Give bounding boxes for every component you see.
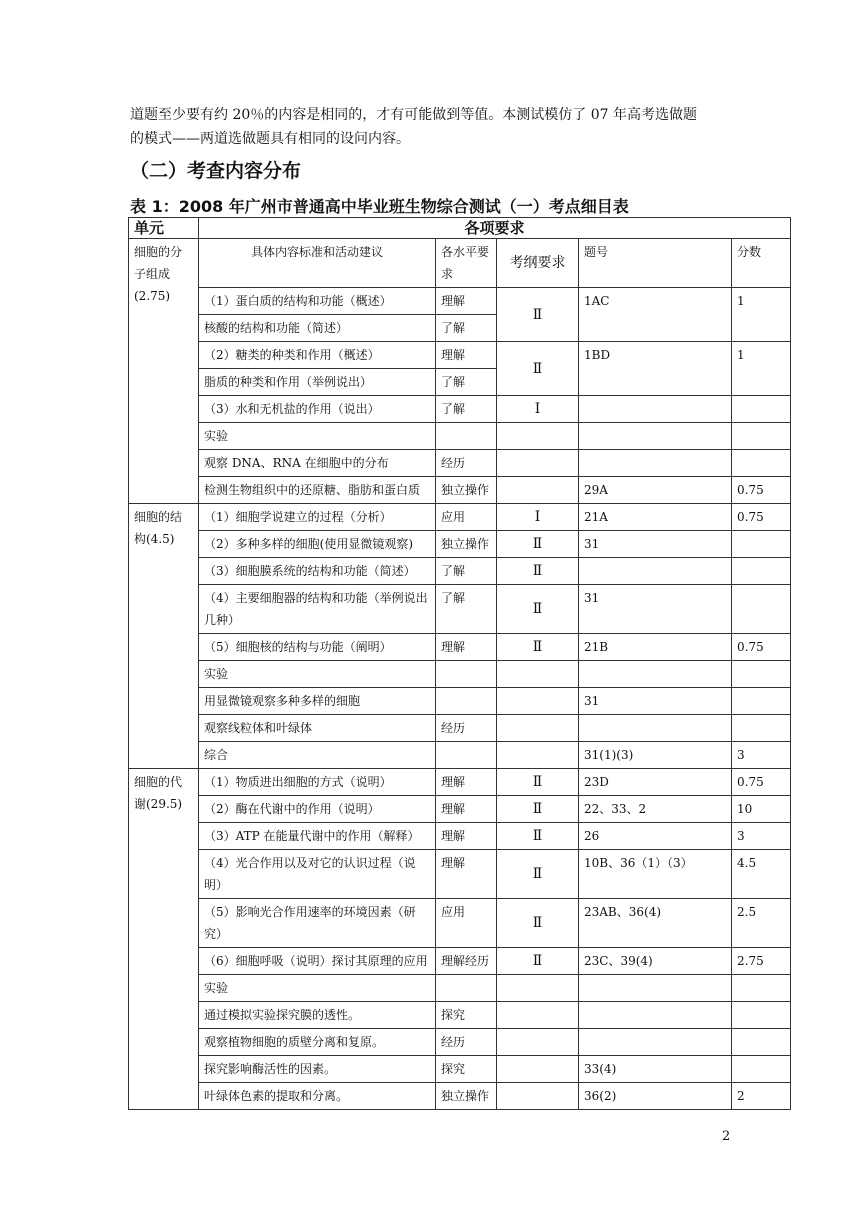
row-question: 22、33、2 — [579, 796, 732, 823]
table-caption: 表 1：2008 年广州市普通高中毕业班生物综合测试（一）考点细目表 — [130, 197, 629, 216]
row-level: 理解经历 — [436, 948, 497, 975]
row-level: 理解 — [436, 288, 497, 315]
row-level — [436, 688, 497, 715]
header-unit: 单元 — [129, 218, 199, 239]
row-level — [436, 975, 497, 1002]
row-score: 2.5 — [732, 899, 791, 948]
table-row — [129, 661, 791, 688]
row-score: 1 — [732, 342, 791, 396]
row-question — [579, 715, 732, 742]
unit-cell — [129, 239, 199, 504]
table-row — [129, 1056, 791, 1083]
row-syllabus — [497, 661, 579, 688]
row-syllabus: Ⅱ — [497, 634, 579, 661]
row-level: 经历 — [436, 1029, 497, 1056]
row-score — [732, 558, 791, 585]
row-question: 31(1)(3) — [579, 742, 732, 769]
table-row — [129, 688, 791, 715]
intro-line-1: 道题至少要有约 20％的内容是相同的，才有可能做到等值。本测试模仿了 07 年高考选做题 — [130, 107, 697, 123]
row-syllabus — [497, 1002, 579, 1029]
row-level — [436, 742, 497, 769]
table-row — [129, 796, 791, 823]
row-score: 0.75 — [732, 634, 791, 661]
row-question: 31 — [579, 531, 732, 558]
table-row — [129, 899, 791, 948]
row-score — [732, 423, 791, 450]
section-title: （二）考查内容分布 — [130, 160, 302, 182]
row-content: （2）糖类的种类和作用（概述） — [199, 342, 436, 369]
row-question: 23C、39(4) — [579, 948, 732, 975]
row-level: 了解 — [436, 369, 497, 396]
row-question — [579, 450, 732, 477]
row-level — [436, 423, 497, 450]
intro-line-2: 的模式——两道选做题具有相同的设问内容。 — [130, 131, 410, 147]
table-row — [129, 823, 791, 850]
row-level: 经历 — [436, 715, 497, 742]
row-syllabus: Ⅱ — [497, 796, 579, 823]
table-row — [129, 742, 791, 769]
row-syllabus — [497, 1056, 579, 1083]
row-level: 理解 — [436, 769, 497, 796]
row-score — [732, 531, 791, 558]
table-row — [129, 423, 791, 450]
row-content: 脂质的种类和作用（举例说出） — [199, 369, 436, 396]
row-syllabus: Ⅰ — [497, 396, 579, 423]
subheader-syllabus: 考纲要求 — [497, 239, 579, 288]
row-content: （4）主要细胞器的结构和功能（举例说出几种） — [199, 585, 436, 634]
row-syllabus — [497, 450, 579, 477]
row-syllabus: Ⅱ — [497, 558, 579, 585]
row-question — [579, 396, 732, 423]
row-question: 1AC — [579, 288, 732, 342]
row-level: 了解 — [436, 558, 497, 585]
row-score — [732, 975, 791, 1002]
table-row — [129, 634, 791, 661]
row-question: 29A — [579, 477, 732, 504]
unit-name: 细胞的代谢(29.5) — [129, 769, 199, 1110]
row-content: （3）水和无机盐的作用（说出） — [199, 396, 436, 423]
exam-points-table — [128, 217, 791, 1110]
row-content: （5）影响光合作用速率的环境因素（研究） — [199, 899, 436, 948]
table-row — [129, 558, 791, 585]
row-question — [579, 661, 732, 688]
row-content: （1）细胞学说建立的过程（分析） — [199, 504, 436, 531]
row-score: 10 — [732, 796, 791, 823]
row-level: 了解 — [436, 315, 497, 342]
row-content: （2）酶在代谢中的作用（说明） — [199, 796, 436, 823]
row-syllabus: Ⅱ — [497, 769, 579, 796]
table-row — [129, 504, 791, 531]
row-score — [732, 450, 791, 477]
row-score: 4.5 — [732, 850, 791, 899]
header-requirements: 各项要求 — [199, 218, 791, 239]
row-score — [732, 1002, 791, 1029]
unit-score-note: (2.75) — [134, 289, 171, 303]
row-question: 21B — [579, 634, 732, 661]
row-syllabus: Ⅱ — [497, 531, 579, 558]
table-row — [129, 715, 791, 742]
table-row — [129, 450, 791, 477]
row-level: 理解 — [436, 634, 497, 661]
row-score: 2.75 — [732, 948, 791, 975]
row-content: 检测生物组织中的还原糖、脂肪和蛋白质 — [199, 477, 436, 504]
row-content: 实验 — [199, 661, 436, 688]
row-syllabus: Ⅱ — [497, 850, 579, 899]
row-score — [732, 396, 791, 423]
row-score — [732, 585, 791, 634]
row-content: （1）物质进出细胞的方式（说明） — [199, 769, 436, 796]
row-score — [732, 661, 791, 688]
table-row — [129, 396, 791, 423]
row-content: （3）ATP 在能量代谢中的作用（解释） — [199, 823, 436, 850]
table-subheader-row — [129, 239, 791, 288]
row-score: 0.75 — [732, 504, 791, 531]
row-score — [732, 715, 791, 742]
row-question: 21A — [579, 504, 732, 531]
row-syllabus — [497, 1029, 579, 1056]
row-score — [732, 1029, 791, 1056]
row-level: 了解 — [436, 396, 497, 423]
row-score: 2 — [732, 1083, 791, 1110]
row-question: 1BD — [579, 342, 732, 396]
row-content: （1）蛋白质的结构和功能（概述） — [199, 288, 436, 315]
row-content: 综合 — [199, 742, 436, 769]
row-syllabus: Ⅱ — [497, 823, 579, 850]
table-row — [129, 769, 791, 796]
row-question: 31 — [579, 688, 732, 715]
table-row — [129, 850, 791, 899]
table-row — [129, 288, 791, 315]
row-question — [579, 1002, 732, 1029]
table-row — [129, 342, 791, 369]
row-score: 0.75 — [732, 769, 791, 796]
row-level: 了解 — [436, 585, 497, 634]
row-level: 应用 — [436, 504, 497, 531]
row-question: 36(2) — [579, 1083, 732, 1110]
row-syllabus: Ⅰ — [497, 504, 579, 531]
row-syllabus — [497, 477, 579, 504]
row-level: 理解 — [436, 823, 497, 850]
row-content: 观察植物细胞的质壁分离和复原。 — [199, 1029, 436, 1056]
row-syllabus — [497, 688, 579, 715]
row-content: （3）细胞膜系统的结构和功能（简述） — [199, 558, 436, 585]
table-row — [129, 1083, 791, 1110]
row-score — [732, 688, 791, 715]
row-syllabus: Ⅱ — [497, 288, 579, 342]
row-syllabus — [497, 423, 579, 450]
row-content: 实验 — [199, 423, 436, 450]
table-row — [129, 1029, 791, 1056]
row-content: （6）细胞呼吸（说明）探讨其原理的应用 — [199, 948, 436, 975]
table-row — [129, 477, 791, 504]
row-level: 独立操作 — [436, 531, 497, 558]
table-row — [129, 948, 791, 975]
subheader-level: 各水平要求 — [436, 239, 497, 288]
row-level: 独立操作 — [436, 477, 497, 504]
row-syllabus — [497, 1083, 579, 1110]
row-question — [579, 423, 732, 450]
table-row — [129, 531, 791, 558]
row-question — [579, 558, 732, 585]
row-question: 10B、36（1）（3） — [579, 850, 732, 899]
row-question: 33(4) — [579, 1056, 732, 1083]
row-question — [579, 975, 732, 1002]
row-syllabus: Ⅱ — [497, 342, 579, 396]
row-score: 3 — [732, 823, 791, 850]
row-content: 通过模拟实验探究膜的透性。 — [199, 1002, 436, 1029]
row-level: 经历 — [436, 450, 497, 477]
table-header-row — [129, 218, 791, 239]
row-level — [436, 661, 497, 688]
row-level: 应用 — [436, 899, 497, 948]
row-syllabus: Ⅱ — [497, 585, 579, 634]
row-question: 23AB、36(4) — [579, 899, 732, 948]
row-content: 用显微镜观察多种多样的细胞 — [199, 688, 436, 715]
row-syllabus — [497, 715, 579, 742]
subheader-content: 具体内容标准和活动建议 — [199, 239, 436, 288]
row-syllabus — [497, 742, 579, 769]
row-score — [732, 1056, 791, 1083]
row-level: 理解 — [436, 342, 497, 369]
row-score: 0.75 — [732, 477, 791, 504]
unit-name: 细胞的结构(4.5) — [129, 504, 199, 769]
subheader-question: 题号 — [579, 239, 732, 288]
row-content: 观察线粒体和叶绿体 — [199, 715, 436, 742]
subheader-score: 分数 — [732, 239, 791, 288]
row-level: 理解 — [436, 796, 497, 823]
table-row — [129, 1002, 791, 1029]
row-score: 1 — [732, 288, 791, 342]
row-level: 探究 — [436, 1056, 497, 1083]
row-level: 探究 — [436, 1002, 497, 1029]
unit-name: 细胞的分子组成 — [134, 245, 183, 281]
row-score: 3 — [732, 742, 791, 769]
page-number: 2 — [722, 1129, 731, 1144]
row-syllabus — [497, 975, 579, 1002]
row-content: （4）光合作用以及对它的认识过程（说明） — [199, 850, 436, 899]
row-level: 独立操作 — [436, 1083, 497, 1110]
row-content: 实验 — [199, 975, 436, 1002]
row-question: 23D — [579, 769, 732, 796]
row-content: （5）细胞核的结构与功能（阐明） — [199, 634, 436, 661]
row-content: （2）多种多样的细胞(使用显微镜观察) — [199, 531, 436, 558]
row-content: 核酸的结构和功能（简述） — [199, 315, 436, 342]
table-row — [129, 975, 791, 1002]
row-content: 探究影响酶活性的因素。 — [199, 1056, 436, 1083]
row-level: 理解 — [436, 850, 497, 899]
row-question — [579, 1029, 732, 1056]
row-syllabus: Ⅱ — [497, 948, 579, 975]
table-row — [129, 585, 791, 634]
row-syllabus: Ⅱ — [497, 899, 579, 948]
row-content: 观察 DNA、RNA 在细胞中的分布 — [199, 450, 436, 477]
row-content: 叶绿体色素的提取和分离。 — [199, 1083, 436, 1110]
row-question: 26 — [579, 823, 732, 850]
row-question: 31 — [579, 585, 732, 634]
